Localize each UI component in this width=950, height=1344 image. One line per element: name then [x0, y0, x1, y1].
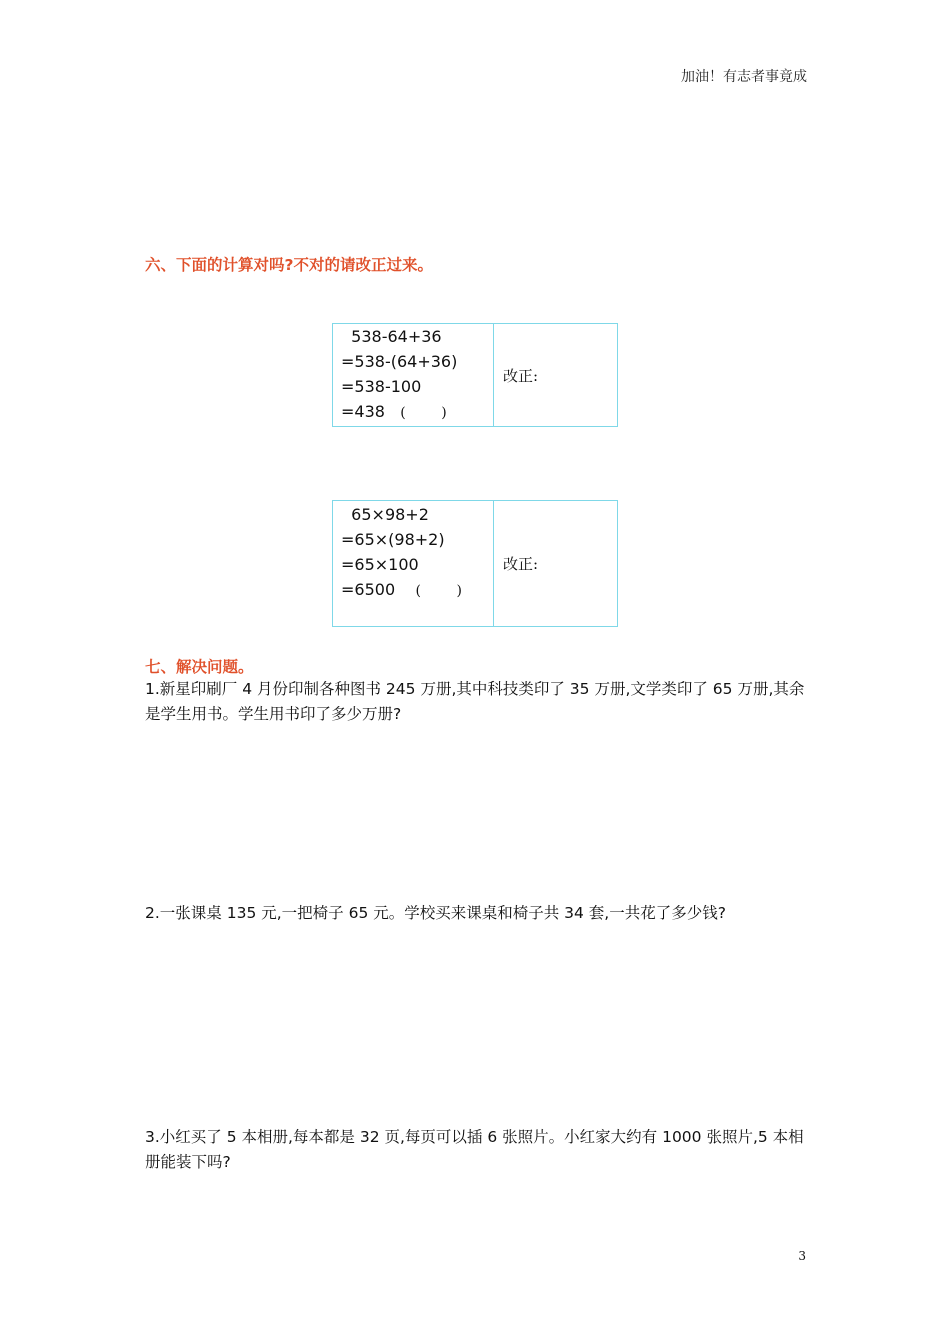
header-motto: 加油！有志者事竟成 — [681, 69, 807, 85]
correction-cell-2[interactable] — [494, 501, 618, 627]
calc-work-1 — [333, 324, 494, 427]
calc-work-2 — [333, 501, 494, 627]
calc-table-2 — [332, 500, 618, 627]
problem-1: 1.新星印刷厂 4 月份印制各种图书 245 万册,其中科技类印了 35 万册,文学类印了 65 万册,其余是学生用书。学生用书印了多少万册? — [145, 680, 805, 723]
problem-2: 2.一张课桌 135 元,一把椅子 65 元。学校买来课桌和椅子共 34 套,一共花了多少钱? — [145, 904, 726, 922]
calc1-line-1: 538-64+36 — [341, 327, 442, 346]
section6-title: 六、下面的计算对吗?不对的请改正过来。 — [145, 256, 433, 274]
calc1-line-3: =538-100 — [341, 377, 422, 396]
page-number: 3 — [798, 1249, 806, 1263]
correction-label-1: 改正: — [503, 366, 539, 385]
calc2-line-1: 65×98+2 — [341, 505, 429, 524]
section7-title: 七、解决问题。 — [145, 658, 254, 676]
calc1-result: =438 — [341, 402, 385, 421]
judge-bracket-1[interactable]: ( ) — [400, 405, 447, 421]
calc2-line-2: =65×(98+2) — [341, 530, 445, 549]
calc1-line-4 — [341, 399, 493, 426]
correction-label-2: 改正: — [503, 555, 539, 573]
calc1-line-2: =538-(64+36) — [341, 352, 458, 371]
calc2-line-4 — [341, 577, 493, 604]
correction-cell-1[interactable] — [494, 324, 618, 427]
calc2-line-3: =65×100 — [341, 555, 419, 574]
problem-3: 3.小红买了 5 本相册,每本都是 32 页,每页可以插 6 张照片。小红家大约有 1000 张照片,5 本相册能装下吗? — [145, 1128, 804, 1171]
calc2-result: =6500 — [341, 580, 396, 599]
judge-bracket-2[interactable]: ( ) — [415, 583, 462, 599]
calc-table-1 — [332, 323, 618, 427]
